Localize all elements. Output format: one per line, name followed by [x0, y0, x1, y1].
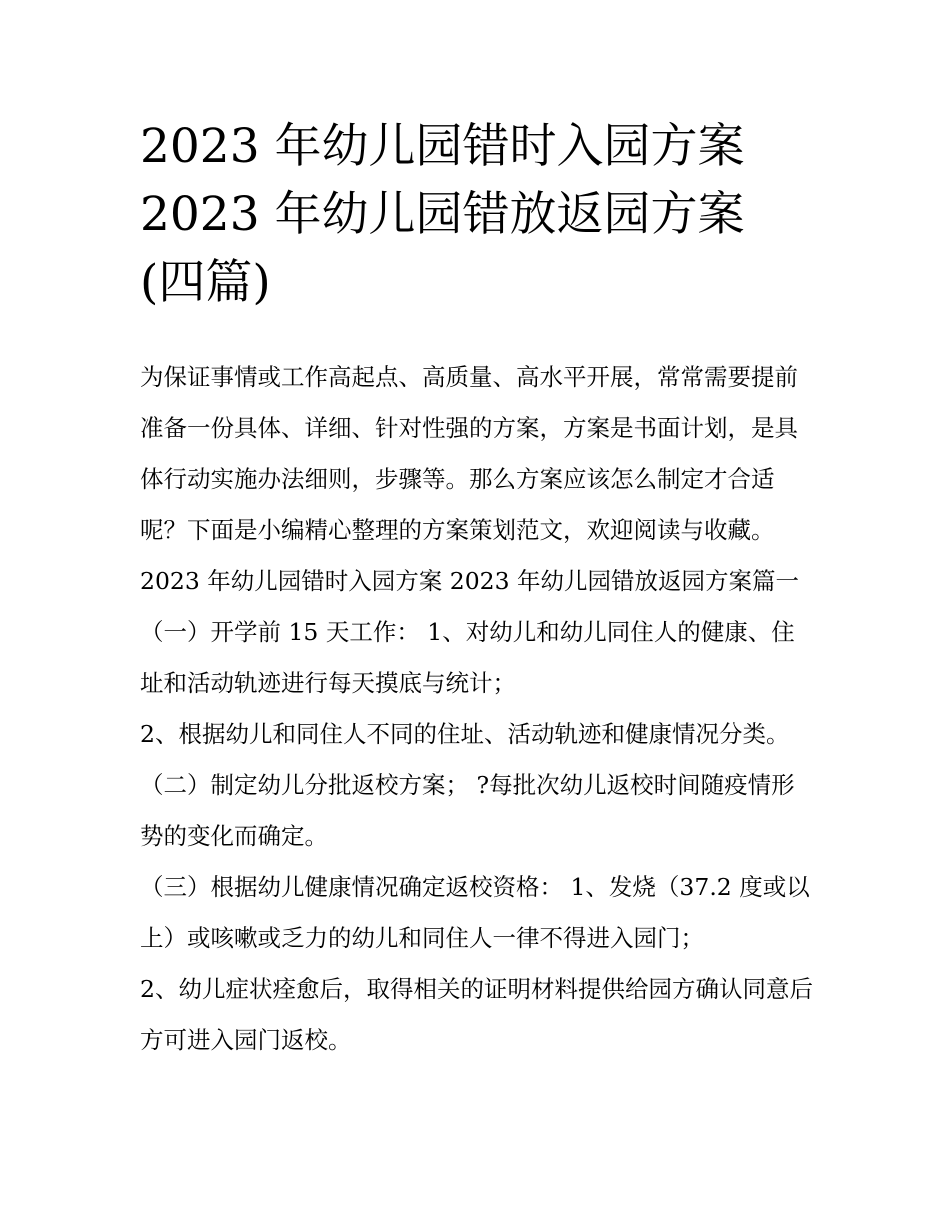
section-heading: 2023 年幼儿园错时入园方案 2023 年幼儿园错放返园方案篇一	[140, 567, 800, 595]
title-line-2: 2023 年幼儿园错放返园方案	[140, 187, 745, 242]
title-line-3: (四篇)	[140, 255, 271, 310]
paragraph-step-2: 2、根据幼儿和同住人不同的住址、活动轨迹和健康情况分类。 （二）制定幼儿分批返校方案； ?每批次幼儿返校时间随疫情形势的变化而确定。	[140, 720, 795, 850]
document-title	[140, 113, 840, 317]
intro-paragraph: 为保证事情或工作高起点、高质量、高水平开展，常常需要提前准备一份具体、详细、针对性强的方案，方案是书面计划，是具体行动实施办法细则，步骤等。那么方案应该怎么制定才合适呢？下面是小编精心整理的方案策划范文，欢迎阅读与收藏。	[140, 363, 798, 544]
paragraph-step-3: （三）根据幼儿健康情况确定返校资格： 1、发烧（37.2 度或以上）或咳嗽或乏力的幼儿和同住人一律不得进入园门；	[140, 873, 810, 952]
paragraph-step-4: 2、幼儿症状痊愈后，取得相关的证明材料提供给园方确认同意后方可进入园门返校。	[140, 975, 813, 1054]
document-body	[140, 352, 815, 1066]
paragraph-step-1: （一）开学前 15 天工作： 1、对幼儿和幼儿同住人的健康、住址和活动轨迹进行每天摸底与统计；	[140, 618, 795, 697]
title-line-1: 2023 年幼儿园错时入园方案	[140, 119, 745, 174]
